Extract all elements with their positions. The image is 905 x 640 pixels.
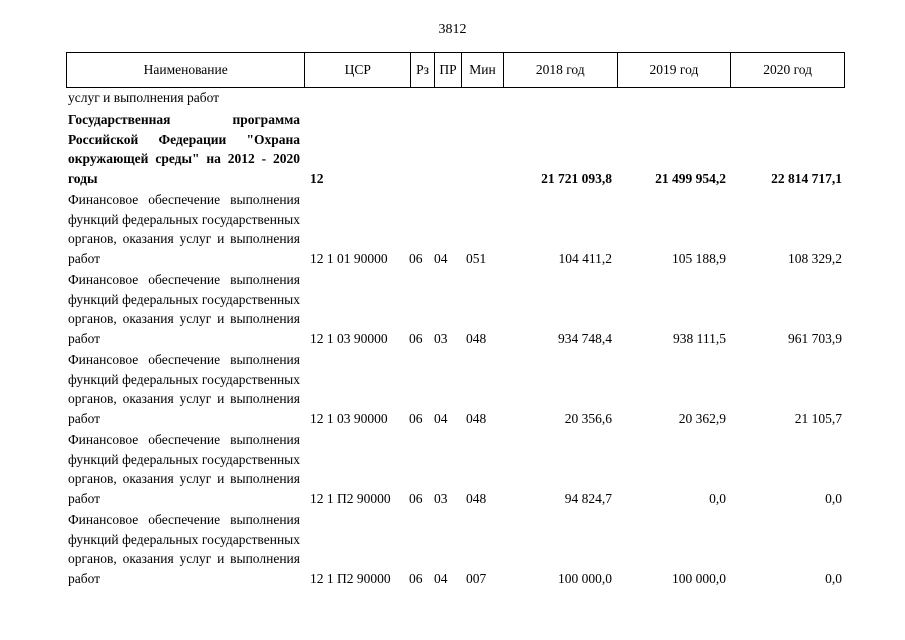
row-csr: 12 1 03 90000	[310, 410, 388, 426]
row-2020: 0,0	[825, 570, 842, 586]
row-2018: 100 000,0	[558, 570, 612, 586]
table-row	[68, 188, 844, 268]
table-row	[68, 508, 844, 588]
row-name: Финансовое обеспечение выполнения функций федеральных государственных органов, оказания услуг и выполнения работ	[68, 512, 300, 586]
header-2020: 2020 год	[730, 53, 844, 87]
row-name: Финансовое обеспечение выполнения функций федеральных государственных органов, оказания услуг и выполнения работ	[68, 432, 300, 506]
row-csr: 12 1 01 90000	[310, 250, 388, 266]
row-name: Финансовое обеспечение выполнения функций федеральных государственных органов, оказания услуг и выполнения работ	[68, 352, 300, 426]
row-rz: 06	[409, 250, 423, 266]
row-min: 048	[466, 330, 487, 346]
row-2020: 961 703,9	[788, 330, 842, 346]
continued-row-text: услуг и выполнения работ	[68, 90, 220, 105]
row-2019: 100 000,0	[672, 570, 726, 586]
row-min: 007	[466, 570, 487, 586]
row-name: Государственная программа Российской Федерации "Охрана окружающей среды" на 2012 - 2020 годы	[68, 112, 300, 186]
header-2018: 2018 год	[503, 53, 617, 87]
row-min: 051	[466, 250, 487, 266]
table-row	[68, 108, 844, 188]
row-name: Финансовое обеспечение выполнения функций федеральных государственных органов, оказания услуг и выполнения работ	[68, 272, 300, 346]
row-name: Финансовое обеспечение выполнения функций федеральных государственных органов, оказания услуг и выполнения работ	[68, 192, 300, 266]
header-rz: Рз	[410, 53, 434, 87]
row-2018: 20 356,6	[564, 410, 612, 426]
row-csr: 12 1 П2 90000	[310, 570, 391, 586]
header-min: Мин	[461, 53, 503, 87]
row-2020: 108 329,2	[788, 250, 842, 266]
row-min: 048	[466, 410, 487, 426]
row-2018: 21 721 093,8	[541, 170, 612, 186]
header-csr: ЦСР	[304, 53, 410, 87]
row-pr: 04	[434, 410, 448, 426]
row-2018: 104 411,2	[558, 250, 612, 266]
page-number: 3812	[438, 22, 467, 37]
table-header	[66, 52, 845, 88]
row-rz: 06	[409, 330, 423, 346]
row-min: 048	[466, 490, 487, 506]
row-2019: 105 188,9	[672, 250, 726, 266]
row-2020: 21 105,7	[794, 410, 842, 426]
row-pr: 03	[434, 330, 448, 346]
header-name: Наименование	[143, 62, 228, 77]
row-csr: 12 1 03 90000	[310, 330, 388, 346]
row-rz: 06	[409, 410, 423, 426]
header-2019: 2019 год	[617, 53, 731, 87]
row-pr: 03	[434, 490, 448, 506]
table-row	[68, 428, 844, 508]
row-2019: 0,0	[709, 490, 726, 506]
table-row	[68, 268, 844, 348]
row-2020: 22 814 717,1	[771, 170, 842, 186]
table-row	[68, 348, 844, 428]
header-pr: ПР	[434, 53, 461, 87]
row-2019: 20 362,9	[678, 410, 726, 426]
row-2020: 0,0	[825, 490, 842, 506]
row-rz: 06	[409, 570, 423, 586]
row-2019: 938 111,5	[673, 330, 726, 346]
row-2018: 934 748,4	[558, 330, 612, 346]
row-csr: 12	[310, 170, 324, 186]
row-csr: 12 1 П2 90000	[310, 490, 391, 506]
row-rz: 06	[409, 490, 423, 506]
row-pr: 04	[434, 570, 448, 586]
row-pr: 04	[434, 250, 448, 266]
row-2019: 21 499 954,2	[655, 170, 726, 186]
row-2018: 94 824,7	[564, 490, 612, 506]
